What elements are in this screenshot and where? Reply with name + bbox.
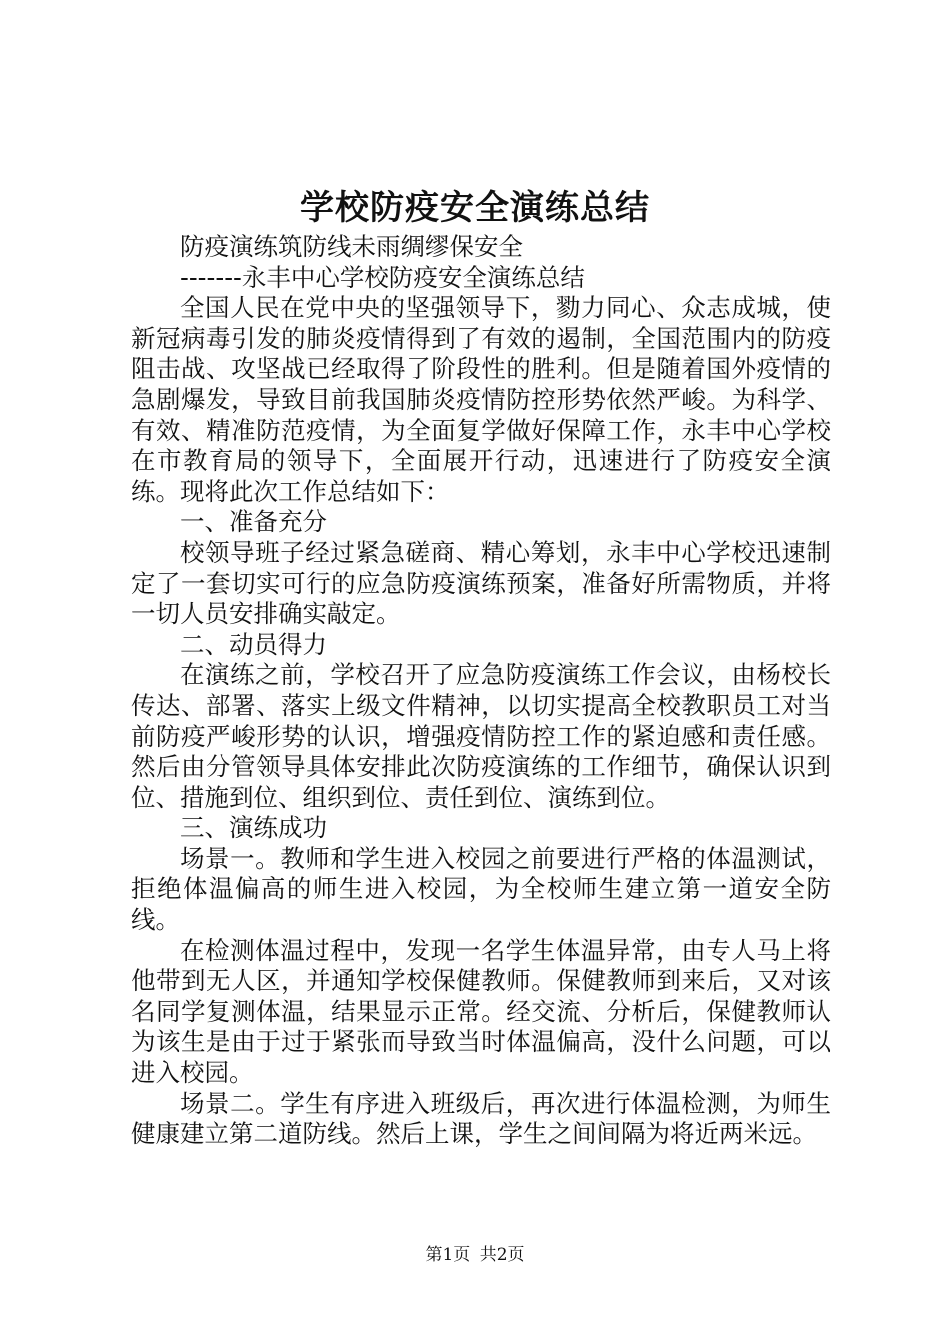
page-number: 第1页 bbox=[425, 1245, 471, 1265]
paragraph-preparation: 校领导班子经过紧急磋商、精心筹划，永丰中心学校迅速制定了一套切实可行的应急防疫演练预案，准备好所需物质，并将一切人员安排确实敲定。 bbox=[131, 537, 831, 629]
document-body bbox=[131, 232, 831, 1150]
page-total: 共2页 bbox=[479, 1245, 525, 1265]
paragraph-scene-one: 场景一。教师和学生进入校园之前要进行严格的体温测试，拒绝体温偏高的师生进入校园，为全校师生建立第一道安全防线。 bbox=[131, 843, 831, 935]
paragraph-mobilization: 在演练之前，学校召开了应急防疫演练工作会议，由杨校长传达、部署、落实上级文件精神，以切实提高全校教职员工对当前防疫严峻形势的认识，增强疫情防控工作的紧迫感和责任感。然后由分管领导具体安排此次防疫演练的工作细节，确保认识到位、措施到位、组织到位、责任到位、演练到位。 bbox=[131, 660, 831, 812]
document-byline: -------永丰中心学校防疫安全演练总结 bbox=[180, 262, 585, 292]
paragraph-temperature-check: 在检测体温过程中，发现一名学生体温异常，由专人马上将他带到无人区，并通知学校保健教师。保健教师到来后，又对该名同学复测体温，结果显示正常。经交流、分析后，保健教师认为该生是由于过于紧张而导致当时体温偏高，没什么问题，可以进入校园。 bbox=[131, 935, 831, 1088]
page-footer bbox=[0, 1243, 950, 1267]
paragraph-intro: 全国人民在党中央的坚强领导下，勠力同心、众志成城，使新冠病毒引发的肺炎疫情得到了有效的遏制，全国范围内的防疫阻击战、攻坚战已经取得了阶段性的胜利。但是随着国外疫情的急剧爆发，导致目前我国肺炎疫情防控形势依然严峻。为科学、有效、精准防范疫情，为全面复学做好保障工作，永丰中心学校在市教育局的领导下，全面展开行动，迅速进行了防疫安全演练。现将此次工作总结如下： bbox=[131, 293, 831, 506]
document-subtitle: 防疫演练筑防线未雨绸缪保安全 bbox=[180, 232, 523, 261]
section-heading-preparation: 一、准备充分 bbox=[180, 507, 327, 537]
document-title: 学校防疫安全演练总结 bbox=[300, 188, 650, 228]
section-heading-mobilization: 二、动员得力 bbox=[180, 629, 327, 659]
section-heading-drill: 三、演练成功 bbox=[180, 813, 327, 843]
paragraph-scene-two: 场景二。学生有序进入班级后，再次进行体温检测，为师生健康建立第二道防线。然后上课，学生之间间隔为将近两米远。 bbox=[131, 1088, 831, 1149]
